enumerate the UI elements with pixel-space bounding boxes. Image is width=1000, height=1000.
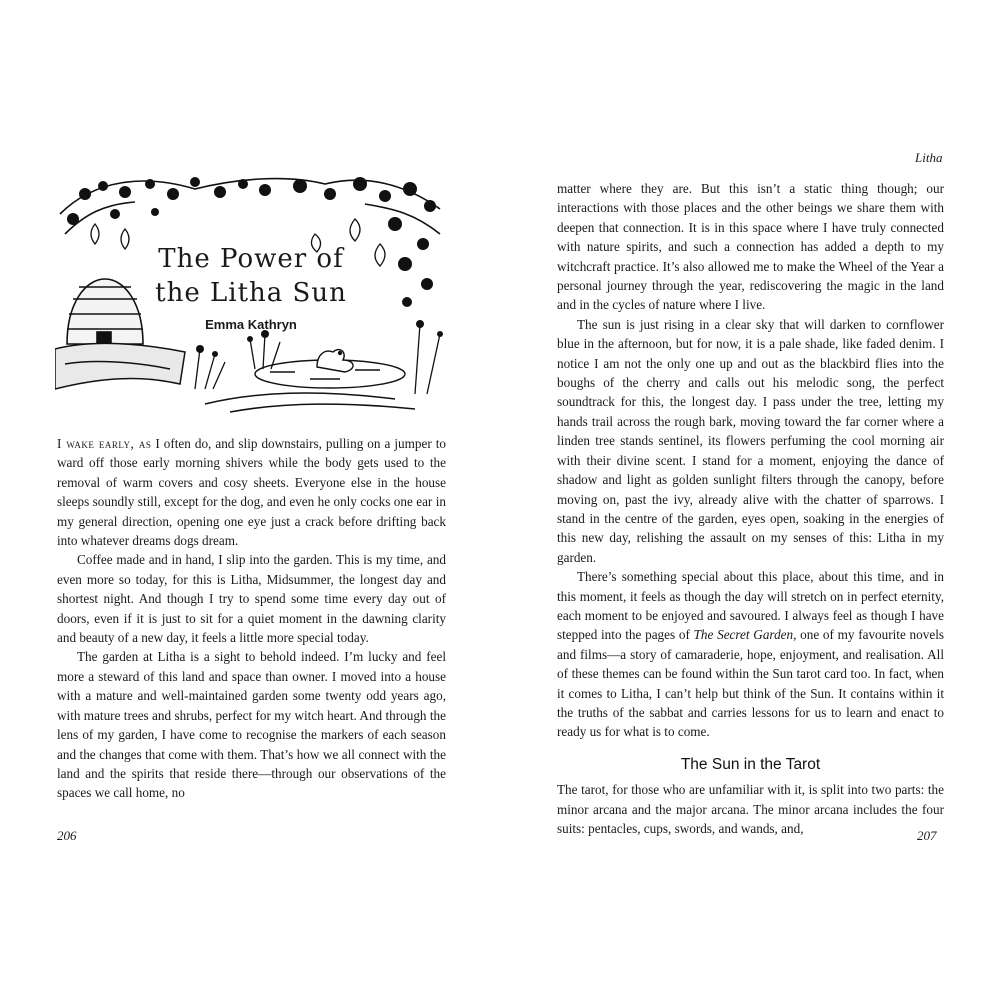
chapter-title-line-1: The Power of [158, 244, 344, 274]
paragraph [57, 434, 446, 550]
chapter-illustration [55, 174, 447, 414]
paragraph-text: I often do, and slip downstairs, pulling on a jumper to ward off those early morning shivers while the body gets used to the removal of warm covers and cosy sheets. Everyone else in the house sleeps soundly still, except for the dog, and even he only cocks one ear in my general direction, opening one eye just a crack before drifting back into whatever dreams dogs dream. [57, 436, 446, 549]
paragraph-text: , one of my favourite novels and films—a story of camaraderie, hope, enjoyment, and realisation. All of these themes can be found within the Sun tarot card too. In fact, when it comes to Litha, I can’t help but think of the Sun. It contains within it the truths of the sabbat and carries lessons for us to learn and enact to ready us for what is to come. [557, 627, 944, 740]
book-title: The Secret Garden [693, 627, 794, 643]
paragraph: The garden at Litha is a sight to behold indeed. I’m lucky and feel more a steward of this land and space than owner. I moved into a house with a mature and well-maintained garden some twenty odd years ago, with mature trees and shrubs, perfect for my witch heart. And through the lens of my garden, I have come to recognise the markers of each season and the changes that come with them. That’s how we all connect with the land and the spirits that reside there—through our observations of the spaces we call home, no [57, 649, 446, 801]
paragraph-text: There’s something special about this place, about this time, and in this moment, it feels as though the day will stretch on in perfect eternity, each moment to be enjoyed and savoured. I always feel as though I have stepped into the pages of [557, 569, 944, 643]
paragraph: matter where they are. But this isn’t a static thing though; our interactions with those places and the other beings we share them with deepen that connection. It is in this space where I have truly connected with nature spirits, and such a connection has added a depth to my witchcraft practice. It’s also allowed me to make the Wheel of the Year a personal journey through the year, rediscovering the magic in the land and in the cycles of nature where I live. [557, 181, 944, 313]
left-text-column [57, 434, 446, 803]
right-text-column [557, 179, 944, 838]
chapter-title-line-2: the Litha Sun [155, 278, 347, 308]
page-number-right: 207 [917, 828, 937, 843]
running-head: Litha [915, 150, 943, 165]
chapter-author: Emma Kathryn [205, 317, 297, 332]
opening-words: I wake early, as [57, 436, 152, 451]
paragraph: Coffee made and in hand, I slip into the garden. This is my time, and even more so today, for this is Litha, Midsummer, the longest day and shortest night. And though I try to spend some time every day out of doors, even if it is just to sit for a quiet moment in the dawning clarity and beauty of a new day, it feels a little more special today. [57, 552, 446, 646]
paragraph: The sun is just rising in a clear sky that will darken to cornflower blue in the afternoon, but for now, it is a pale shade, like faded denim. I notice I am not the only one up and out as the blackbird flies into the boughs of the cherry and calls out his melodic song, the perfect soundtrack for this, the longest day. I pass under the tree, letting my hands trail across the rough bark, moving toward the far corner where a linden tree stands sentinel, its flowers perfuming the cool morning air with their divine scent. I stand for a moment, enjoying the dance of shadow and light as golden sunlight filters through the canopy, before moving on, past the ivy, already alive with the chatter of sparrows. I stand in the centre of the garden, eyes open, soaking in the energies of this new day, relishing the assault on my senses of this: Litha in my garden. [557, 316, 944, 565]
page-number-left: 206 [57, 828, 77, 843]
paragraph [557, 567, 944, 742]
section-heading: The Sun in the Tarot [680, 755, 821, 773]
paragraph: The tarot, for those who are unfamiliar with it, is split into two parts: the minor arcana and the major arcana. The minor arcana includes the four suits: pentacles, cups, swords, and wands, and, [557, 782, 944, 836]
